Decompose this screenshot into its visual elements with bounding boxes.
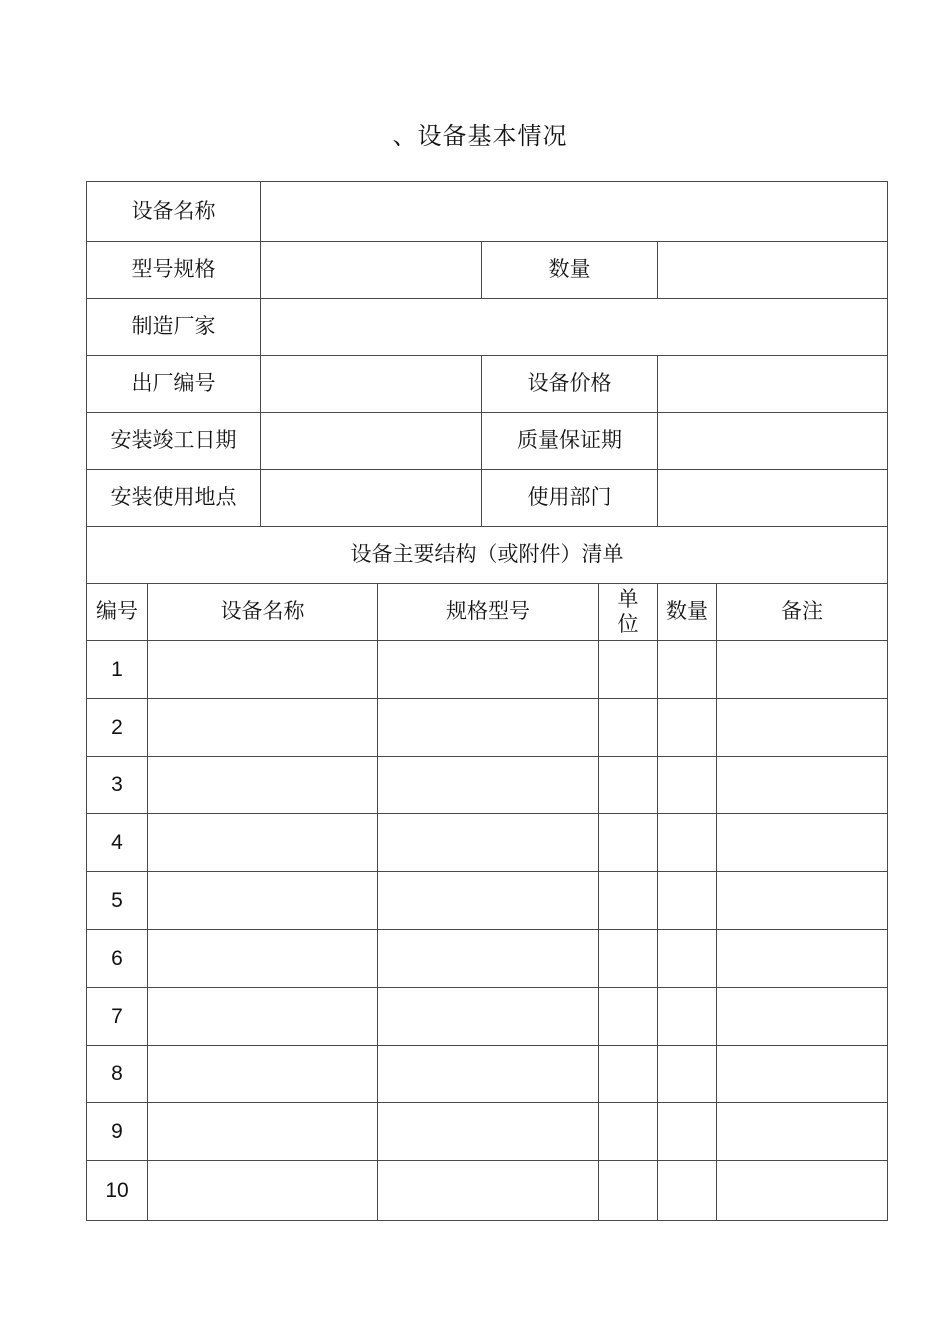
row-spec-cell[interactable]: [378, 698, 599, 756]
row-qty-cell[interactable]: [658, 756, 717, 814]
row-remark-cell[interactable]: [717, 1045, 888, 1103]
warranty-label: 质量保证期: [482, 413, 658, 470]
department-label: 使用部门: [482, 470, 658, 527]
quantity-label: 数量: [482, 242, 658, 299]
table-row: [87, 641, 888, 699]
table-row: [87, 1103, 888, 1161]
row-name-cell[interactable]: [148, 756, 378, 814]
header-no: 编号: [87, 584, 148, 641]
serial-row: [87, 356, 888, 413]
table-row: [87, 698, 888, 756]
row-spec-cell[interactable]: [378, 814, 599, 872]
row-unit-cell[interactable]: [599, 1103, 658, 1161]
price-value[interactable]: [658, 356, 888, 413]
header-qty: 数量: [658, 584, 717, 641]
location-row: [87, 470, 888, 527]
table-row: [87, 756, 888, 814]
department-value[interactable]: [658, 470, 888, 527]
row-spec-cell[interactable]: [378, 872, 599, 930]
row-qty-cell[interactable]: [658, 814, 717, 872]
model-value[interactable]: [261, 242, 482, 299]
row-spec-cell[interactable]: [378, 929, 599, 987]
manufacturer-label: 制造厂家: [87, 299, 261, 356]
row-unit-cell[interactable]: [599, 814, 658, 872]
row-name-cell[interactable]: [148, 1161, 378, 1221]
row-qty-cell[interactable]: [658, 641, 717, 699]
row-name-cell[interactable]: [148, 814, 378, 872]
table-row: [87, 872, 888, 930]
location-value[interactable]: [261, 470, 482, 527]
row-unit-cell[interactable]: [599, 1161, 658, 1221]
install-date-value[interactable]: [261, 413, 482, 470]
install-date-label: 安装竣工日期: [87, 413, 261, 470]
row-name-cell[interactable]: [148, 1103, 378, 1161]
serial-value[interactable]: [261, 356, 482, 413]
row-spec-cell[interactable]: [378, 1161, 599, 1221]
equipment-form-table: [86, 181, 888, 1221]
row-spec-cell[interactable]: [378, 1045, 599, 1103]
row-qty-cell[interactable]: [658, 872, 717, 930]
row-spec-cell[interactable]: [378, 756, 599, 814]
header-unit: [599, 584, 658, 641]
row-number: 8: [87, 1045, 148, 1103]
row-name-cell[interactable]: [148, 872, 378, 930]
row-unit-cell[interactable]: [599, 698, 658, 756]
row-number: 4: [87, 814, 148, 872]
model-row: [87, 242, 888, 299]
table-row: [87, 1045, 888, 1103]
row-remark-cell[interactable]: [717, 698, 888, 756]
row-number: 9: [87, 1103, 148, 1161]
list-title: 设备主要结构（或附件）清单: [87, 527, 888, 584]
row-unit-cell[interactable]: [599, 872, 658, 930]
page-title: 、设备基本情况: [392, 122, 568, 150]
row-qty-cell[interactable]: [658, 1045, 717, 1103]
table-row: [87, 987, 888, 1045]
list-body: [87, 641, 888, 1221]
row-unit-cell[interactable]: [599, 987, 658, 1045]
row-number: 1: [87, 641, 148, 699]
row-number: 10: [87, 1161, 148, 1221]
row-name-cell[interactable]: [148, 987, 378, 1045]
row-number: 6: [87, 929, 148, 987]
row-number: 5: [87, 872, 148, 930]
model-label: 型号规格: [87, 242, 261, 299]
manufacturer-value[interactable]: [261, 299, 888, 356]
serial-label: 出厂编号: [87, 356, 261, 413]
row-unit-cell[interactable]: [599, 1045, 658, 1103]
device-name-label: 设备名称: [87, 182, 261, 242]
device-name-value[interactable]: [261, 182, 888, 242]
device-name-row: [87, 182, 888, 242]
row-remark-cell[interactable]: [717, 929, 888, 987]
row-qty-cell[interactable]: [658, 929, 717, 987]
table-row: [87, 1161, 888, 1221]
row-remark-cell[interactable]: [717, 641, 888, 699]
row-number: 2: [87, 698, 148, 756]
list-header-row: [87, 584, 888, 641]
table-row: [87, 929, 888, 987]
row-remark-cell[interactable]: [717, 987, 888, 1045]
row-qty-cell[interactable]: [658, 1161, 717, 1221]
row-remark-cell[interactable]: [717, 756, 888, 814]
row-name-cell[interactable]: [148, 929, 378, 987]
row-name-cell[interactable]: [148, 698, 378, 756]
header-name: 设备名称: [148, 584, 378, 641]
row-number: 3: [87, 756, 148, 814]
row-spec-cell[interactable]: [378, 987, 599, 1045]
header-unit-line2: 位: [617, 612, 639, 636]
header-unit-line1: 单: [617, 586, 639, 611]
row-unit-cell[interactable]: [599, 929, 658, 987]
row-qty-cell[interactable]: [658, 1103, 717, 1161]
row-remark-cell[interactable]: [717, 1103, 888, 1161]
list-title-row: [87, 527, 888, 584]
row-remark-cell[interactable]: [717, 1161, 888, 1221]
row-spec-cell[interactable]: [378, 641, 599, 699]
price-label: 设备价格: [482, 356, 658, 413]
install-date-row: [87, 413, 888, 470]
location-label: 安装使用地点: [87, 470, 261, 527]
row-unit-cell[interactable]: [599, 641, 658, 699]
warranty-value[interactable]: [658, 413, 888, 470]
table-row: [87, 814, 888, 872]
row-unit-cell[interactable]: [599, 756, 658, 814]
row-remark-cell[interactable]: [717, 814, 888, 872]
row-spec-cell[interactable]: [378, 1103, 599, 1161]
manufacturer-row: [87, 299, 888, 356]
quantity-value[interactable]: [658, 242, 888, 299]
row-number: 7: [87, 987, 148, 1045]
header-remark: 备注: [717, 584, 888, 641]
row-name-cell[interactable]: [148, 1045, 378, 1103]
row-qty-cell[interactable]: [658, 987, 717, 1045]
header-spec: 规格型号: [378, 584, 599, 641]
row-qty-cell[interactable]: [658, 698, 717, 756]
row-remark-cell[interactable]: [717, 872, 888, 930]
row-name-cell[interactable]: [148, 641, 378, 699]
